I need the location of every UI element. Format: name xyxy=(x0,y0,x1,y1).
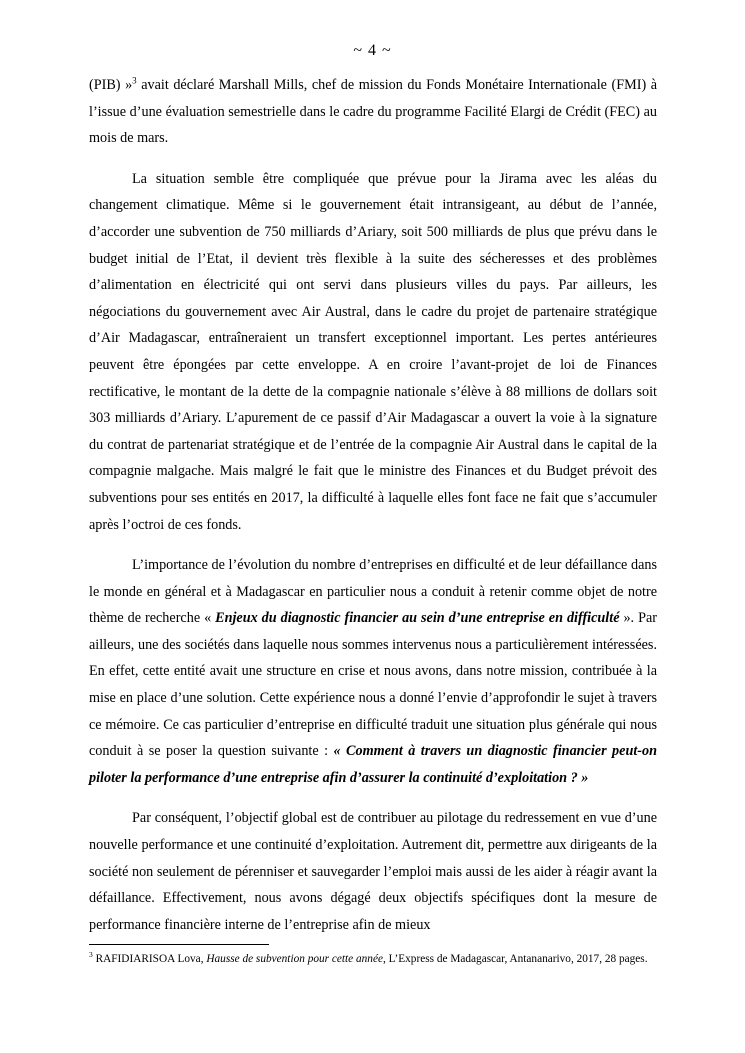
research-question: « Comment à travers un diagnostic financier peut-on piloter la performance d’une entreprise afin d’assurer la continuité d’exploitation ? » xyxy=(89,743,657,786)
main-text xyxy=(89,72,657,938)
footnote-separator xyxy=(89,944,269,945)
paragraph-3 xyxy=(89,552,657,791)
paragraph-1-start: (PIB) » xyxy=(89,77,133,93)
page-number: ~ 4 ~ xyxy=(353,42,392,59)
paragraph-4: Par conséquent, l’objectif global est de contribuer au pilotage du redressement en vue d’une nouvelle performance et une continuité d’exploitation. Autrement dit, permettre aux dirigeants de la société non seulement de pérenniser et sauvegarder l’emploi mais aussi de les aider à réagir avant la défaillance. Effectivement, nous avons dégagé deux objectifs spécifiques dont la mesure de performance financière interne de l’entreprise afin de mieux xyxy=(89,810,657,933)
paragraph-2: La situation semble être compliquée que prévue pour la Jirama avec les aléas du changement climatique. Même si le gouvernement était intransigeant, au début de l’année, d’accorder une subvention de 750 milliards d’Ariary, soit 500 milliards de plus que prévu dans le budget initial de l’Etat, il devient très flexible à la suite des sécheresses et des problèmes d’alimentation en électricité qui ont servi dans plusieurs villes du pays. Par ailleurs, les négociations du gouvernement avec Air Austral, dans le cadre du projet de partenaire stratégique d’Air Madagascar, entraîneraient un transfert exceptionnel important. Les pertes antérieures peuvent être épongées par cette enveloppe. A en croire l’avant-projet de loi de Finances rectificative, le montant de la dette de la compagnie nationale s’élève à 88 millions de dollars soit 303 milliards d’Ariary. L’apurement de ce passif d’Air Madagascar a ouvert la voie à la signature du contrat de partenariat stratégique et de l’entrée de la compagnie Air Austral dans le capital de la compagnie malgache. Mais malgré le fait que le ministre des Finances et du Budget prévoit des subventions pour ses entités en 2017, la difficulté à laquelle elles font face ne fait que s’accumuler après l’octroi de ces fonds. xyxy=(89,170,657,533)
footnote-title: Hausse de subvention pour cette année xyxy=(206,953,383,965)
paragraph-1 xyxy=(89,72,657,152)
paragraph-3-middle: ». Par ailleurs, une des sociétés dans laquelle nous sommes intervenus nous a particulièrement intéressées. En effet, cette entité avait une structure en crise et nous avons, dans notre mission, contribuée à la mise en place d’une solution. Cette expérience nous a donné l’envie d’approfondir le sujet à travers ce mémoire. Ce cas particulier d’entreprise en difficulté traduit une situation plus générale qui nous conduit à se poser la question suivante : xyxy=(89,610,657,760)
paragraph-1-rest: avait déclaré Marshall Mills, chef de mission du Fonds Monétaire Internationale (FMI) à l’issue d’une évaluation semestrielle dans le cadre du programme Facilité Elargi de Crédit (FEC) au mois de mars. xyxy=(89,77,658,147)
research-theme: Enjeux du diagnostic financier au sein d’une entreprise en difficulté xyxy=(215,610,620,627)
footnote-marker: 3 xyxy=(89,950,93,960)
footnote-author: RAFIDIARISOA Lova, xyxy=(92,953,207,965)
footnote-source: , L’Express de Madagascar, Antananarivo, 2017, 28 pages. xyxy=(382,953,648,965)
paragraph-3-start: L’importance de l’évolution du nombre d’entreprises en difficulté et de leur défaillance dans le monde en général et à Madagascar en particulier nous a conduit à retenir comme objet de notre thème de recherche « xyxy=(89,557,657,627)
footnote xyxy=(89,951,657,968)
footnote-reference: 3 xyxy=(132,75,137,86)
